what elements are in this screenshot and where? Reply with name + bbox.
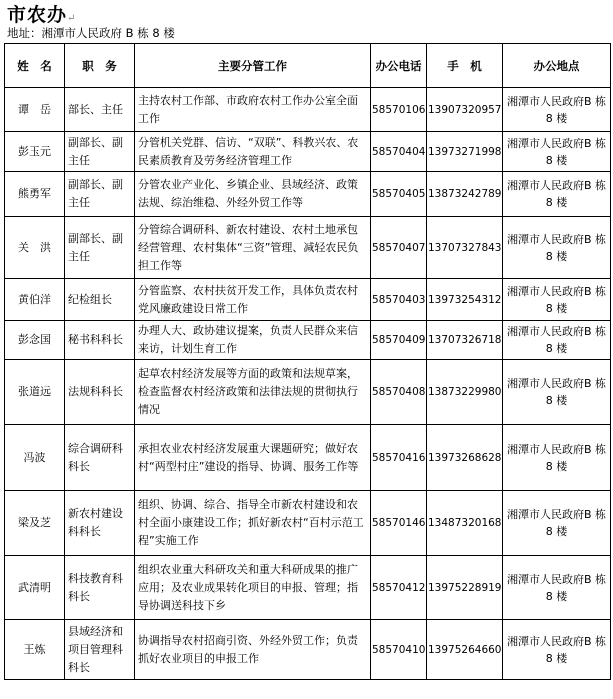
mobile-phone: 13873229980 <box>427 360 503 425</box>
person-position: 县域经济和项目管理科科长 <box>65 620 135 680</box>
office-location: 湘潭市人民政府B 栋 8 楼 <box>503 321 611 360</box>
office-phone: 58570146 <box>371 491 427 556</box>
office-location: 湘潭市人民政府B 栋 8 楼 <box>503 217 611 279</box>
mobile-phone: 13973268628 <box>427 425 503 491</box>
table-row <box>5 556 611 620</box>
person-name: 谭 岳 <box>5 88 65 132</box>
person-duties: 分管农业产业化、乡镇企业、县域经济、政策法规、综治维稳、外经外贸工作等 <box>135 172 371 217</box>
office-phone: 58570407 <box>371 217 427 279</box>
office-location: 湘潭市人民政府B 栋 8 楼 <box>503 132 611 172</box>
person-name: 王炼 <box>5 620 65 680</box>
office-phone: 58570416 <box>371 425 427 491</box>
office-location: 湘潭市人民政府B 栋 8 楼 <box>503 556 611 620</box>
person-duties: 起草农村经济发展等方面的政策和法规草案，检查监督农村经济政策和法律法规的贯彻执行情况 <box>135 360 371 425</box>
office-phone: 58570408 <box>371 360 427 425</box>
person-duties: 组织农业重大科研攻关和重大科研成果的推广应用；及农业成果转化项目的申报、管理；指导协调送科技下乡 <box>135 556 371 620</box>
person-position: 纪检组长 <box>65 279 135 321</box>
mobile-phone: 13487320168 <box>427 491 503 556</box>
person-position: 法规科科长 <box>65 360 135 425</box>
mobile-phone: 13707326718 <box>427 321 503 360</box>
table-row <box>5 321 611 360</box>
office-location: 湘潭市人民政府B 栋 8 楼 <box>503 172 611 217</box>
person-duties: 分管监察、农村扶贫开发工作，具体负责农村党风廉政建设日常工作 <box>135 279 371 321</box>
mobile-phone: 13973271998 <box>427 132 503 172</box>
office-location: 湘潭市人民政府B 栋 8 楼 <box>503 491 611 556</box>
table-row <box>5 491 611 556</box>
person-name: 黄伯洋 <box>5 279 65 321</box>
address-line: 地址：湘潭市人民政府 B 栋 8 楼 <box>7 26 175 40</box>
page-title: 市农办↵ <box>7 4 77 26</box>
mobile-phone: 13873242789 <box>427 172 503 217</box>
mobile-phone: 13907320957 <box>427 88 503 132</box>
person-duties: 主持农村工作部、市政府农村工作办公室全面工作 <box>135 88 371 132</box>
office-location: 湘潭市人民政府B 栋 8 楼 <box>503 360 611 425</box>
person-name: 彭玉元 <box>5 132 65 172</box>
table-row <box>5 620 611 680</box>
person-position: 副部长、副主任 <box>65 217 135 279</box>
table-row <box>5 360 611 425</box>
header-duties: 主要分管工作 <box>135 44 371 88</box>
header-mobile: 手 机 <box>427 44 503 88</box>
person-name: 熊勇军 <box>5 172 65 217</box>
person-duties: 承担农业农村经济发展重大课题研究；做好农村“两型村庄”建设的指导、协调、服务工作等 <box>135 425 371 491</box>
office-phone: 58570412 <box>371 556 427 620</box>
mobile-phone: 13975264660 <box>427 620 503 680</box>
office-phone: 58570403 <box>371 279 427 321</box>
contact-table <box>4 43 611 680</box>
mobile-phone: 13973254312 <box>427 279 503 321</box>
table-row <box>5 88 611 132</box>
person-name: 梁及芝 <box>5 491 65 556</box>
table-row <box>5 172 611 217</box>
table-row <box>5 425 611 491</box>
header-name: 姓 名 <box>5 44 65 88</box>
office-location: 湘潭市人民政府B 栋 8 楼 <box>503 279 611 321</box>
office-phone: 58570404 <box>371 132 427 172</box>
person-duties: 分管机关党群、信访、“双联”、科教兴农、农民素质教育及劳务经济管理工作 <box>135 132 371 172</box>
person-duties: 协调指导农村招商引资、外经外贸工作；负责抓好农业项目的申报工作 <box>135 620 371 680</box>
office-phone: 58570405 <box>371 172 427 217</box>
person-name: 彭念国 <box>5 321 65 360</box>
person-position: 综合调研科科长 <box>65 425 135 491</box>
mobile-phone: 13975228919 <box>427 556 503 620</box>
office-location: 湘潭市人民政府B 栋 8 楼 <box>503 425 611 491</box>
person-position: 部长、主任 <box>65 88 135 132</box>
table-row <box>5 279 611 321</box>
office-location: 湘潭市人民政府B 栋 8 楼 <box>503 620 611 680</box>
paragraph-mark-icon: ↵ <box>67 13 77 24</box>
header-position: 职 务 <box>65 44 135 88</box>
person-position: 副部长、副主任 <box>65 132 135 172</box>
person-position: 副部长、副主任 <box>65 172 135 217</box>
office-phone: 58570410 <box>371 620 427 680</box>
office-phone: 58570106 <box>371 88 427 132</box>
office-phone: 58570409 <box>371 321 427 360</box>
person-duties: 办理人大、政协建议提案，负责人民群众来信来访，计划生育工作 <box>135 321 371 360</box>
mobile-phone: 13707327843 <box>427 217 503 279</box>
table-row <box>5 217 611 279</box>
person-duties: 分管综合调研科、新农村建设、农村土地承包经营管理、农村集体“三资”管理、减轻农民负担工作等 <box>135 217 371 279</box>
person-duties: 组织、协调、综合、指导全市新农村建设和农村全面小康建设工作；抓好新农村“百村示范工程”实施工作 <box>135 491 371 556</box>
table-row <box>5 132 611 172</box>
person-name: 关 洪 <box>5 217 65 279</box>
person-position: 秘书科科长 <box>65 321 135 360</box>
header-office-phone: 办公电话 <box>371 44 427 88</box>
office-location: 湘潭市人民政府B 栋 8 楼 <box>503 88 611 132</box>
person-position: 新农村建设科科长 <box>65 491 135 556</box>
header-location: 办公地点 <box>503 44 611 88</box>
person-name: 冯波 <box>5 425 65 491</box>
person-position: 科技教育科科长 <box>65 556 135 620</box>
person-name: 武清明 <box>5 556 65 620</box>
person-name: 张道远 <box>5 360 65 425</box>
